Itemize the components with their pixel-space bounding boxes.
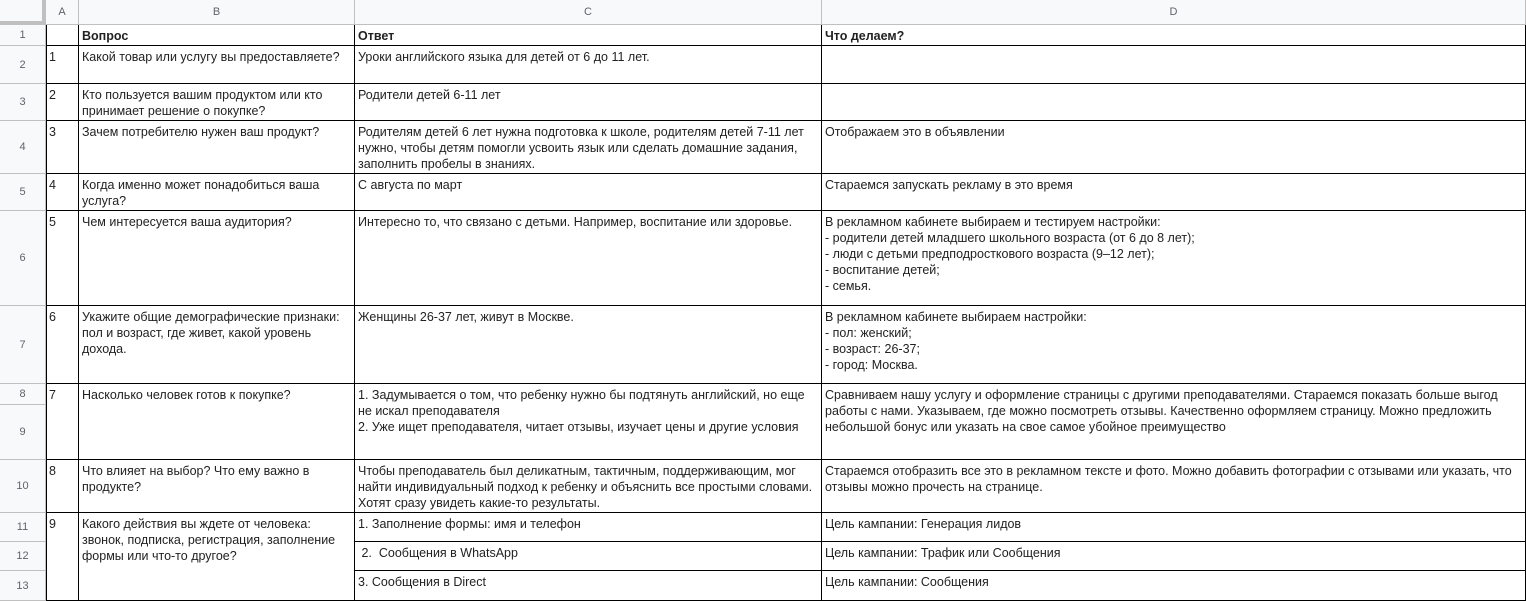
cell-question[interactable]: Какого действия вы ждете от человека: звонок, подписка, регистрация, заполнение формы или что-то другое?: [79, 513, 355, 601]
row-header-10[interactable]: 10: [0, 460, 46, 513]
cell-action[interactable]: Цель кампании: Сообщения: [822, 571, 1526, 601]
cell-number[interactable]: 2: [46, 84, 79, 121]
cell-action[interactable]: Цель кампании: Трафик или Сообщения: [822, 542, 1526, 571]
select-all-corner[interactable]: [0, 0, 46, 25]
header-cell-action[interactable]: Что делаем?: [822, 25, 1526, 46]
cell-question[interactable]: Что влияет на выбор? Что ему важно в продукте?: [79, 460, 355, 513]
cell-action[interactable]: В рекламном кабинете выбираем настройки: - пол: женский; - возраст: 26-37; - город: Москва.: [822, 306, 1526, 384]
cell-number[interactable]: 4: [46, 174, 79, 211]
row-header-4[interactable]: 4: [0, 121, 46, 174]
cell-action[interactable]: Стараемся отобразить все это в рекламном тексте и фото. Можно добавить фотографии с отзывами или указать, что отзывы можно прочесть на странице.: [822, 460, 1526, 513]
cell-question[interactable]: Когда именно может понадобиться ваша услуга?: [79, 174, 355, 211]
cell-answer[interactable]: 1. Задумывается о том, что ребенку нужно бы подтянуть английский, но еще не искал преподавателя 2. Уже ищет преподавателя, читает отзывы, изучает цены и другие условия: [355, 384, 822, 460]
cell-answer[interactable]: Чтобы преподаватель был деликатным, тактичным, поддерживающим, мог найти индивидуальный подход к ребенку и объяснить все простыми словами. Хотят сразу увидеть какие-то результаты.: [355, 460, 822, 513]
cell-number[interactable]: 9: [46, 513, 79, 601]
header-cell-a[interactable]: [46, 25, 79, 46]
cell-action[interactable]: Отображаем это в объявлении: [822, 121, 1526, 174]
column-header-c[interactable]: C: [355, 0, 822, 25]
column-header-b[interactable]: B: [79, 0, 355, 25]
cell-answer[interactable]: 2. Сообщения в WhatsApp: [355, 542, 822, 571]
cell-answer[interactable]: Женщины 26-37 лет, живут в Москве.: [355, 306, 822, 384]
cell-answer[interactable]: Интересно то, что связано с детьми. Например, воспитание или здоровье.: [355, 211, 822, 306]
row-header-2[interactable]: 2: [0, 46, 46, 84]
row-header-12[interactable]: 12: [0, 542, 46, 571]
row-header-11[interactable]: 11: [0, 513, 46, 542]
row-header-3[interactable]: 3: [0, 84, 46, 121]
row-header-7[interactable]: 7: [0, 306, 46, 384]
column-header-a[interactable]: A: [46, 0, 79, 25]
cell-answer[interactable]: С августа по март: [355, 174, 822, 211]
cell-answer[interactable]: 3. Сообщения в Direct: [355, 571, 822, 601]
cell-action[interactable]: В рекламном кабинете выбираем и тестируем настройки: - родители детей младшего школьного возраста (от 6 до 8 лет); - люди с детьми предподросткового возраста (9–12 лет); - воспитание детей; - семья.: [822, 211, 1526, 306]
cell-answer[interactable]: 1. Заполнение формы: имя и телефон: [355, 513, 822, 542]
cell-number[interactable]: 1: [46, 46, 79, 84]
cell-question[interactable]: Укажите общие демографические признаки: пол и возраст, где живет, какой уровень дохода.: [79, 306, 355, 384]
cell-number[interactable]: 3: [46, 121, 79, 174]
cell-answer[interactable]: Родителям детей 6 лет нужна подготовка к школе, родителям детей 7-11 лет нужно, чтобы детям помогли усвоить язык или сделать домашние задания, заполнить пробелы в знаниях.: [355, 121, 822, 174]
cell-action[interactable]: Сравниваем нашу услугу и оформление страницы с другими преподавателями. Стараемся показать больше выгод работы с нами. Указываем, где можно посмотреть отзывы. Качественно оформляем страницу. Можно предложить небольшой бонус или указать на свое самое убойное преимущество: [822, 384, 1526, 460]
column-header-d[interactable]: D: [822, 0, 1526, 25]
cell-question[interactable]: Зачем потребителю нужен ваш продукт?: [79, 121, 355, 174]
row-header-13[interactable]: 13: [0, 571, 46, 601]
grid-left-border: [46, 25, 47, 601]
header-cell-question[interactable]: Вопрос: [79, 25, 355, 46]
header-cell-answer[interactable]: Ответ: [355, 25, 822, 46]
cell-action[interactable]: [822, 46, 1526, 84]
row-header-6[interactable]: 6: [0, 211, 46, 306]
cell-answer[interactable]: Родители детей 6-11 лет: [355, 84, 822, 121]
row-header-5[interactable]: 5: [0, 174, 46, 211]
cell-question[interactable]: Кто пользуется вашим продуктом или кто принимает решение о покупке?: [79, 84, 355, 121]
cell-question[interactable]: Чем интересуется ваша аудитория?: [79, 211, 355, 306]
cell-question[interactable]: Какой товар или услугу вы предоставляете?: [79, 46, 355, 84]
cell-action[interactable]: Стараемся запускать рекламу в это время: [822, 174, 1526, 211]
cell-number[interactable]: 8: [46, 460, 79, 513]
cell-action[interactable]: Цель кампании: Генерация лидов: [822, 513, 1526, 542]
row-header-9[interactable]: 9: [0, 405, 46, 460]
cell-number[interactable]: 5: [46, 211, 79, 306]
row-header-8[interactable]: 8: [0, 384, 46, 405]
cell-answer[interactable]: Уроки английского языка для детей от 6 до 11 лет.: [355, 46, 822, 84]
cell-question[interactable]: Насколько человек готов к покупке?: [79, 384, 355, 460]
cell-number[interactable]: 7: [46, 384, 79, 460]
cell-action[interactable]: [822, 84, 1526, 121]
row-header-1[interactable]: 1: [0, 25, 46, 46]
cell-number[interactable]: 6: [46, 306, 79, 384]
